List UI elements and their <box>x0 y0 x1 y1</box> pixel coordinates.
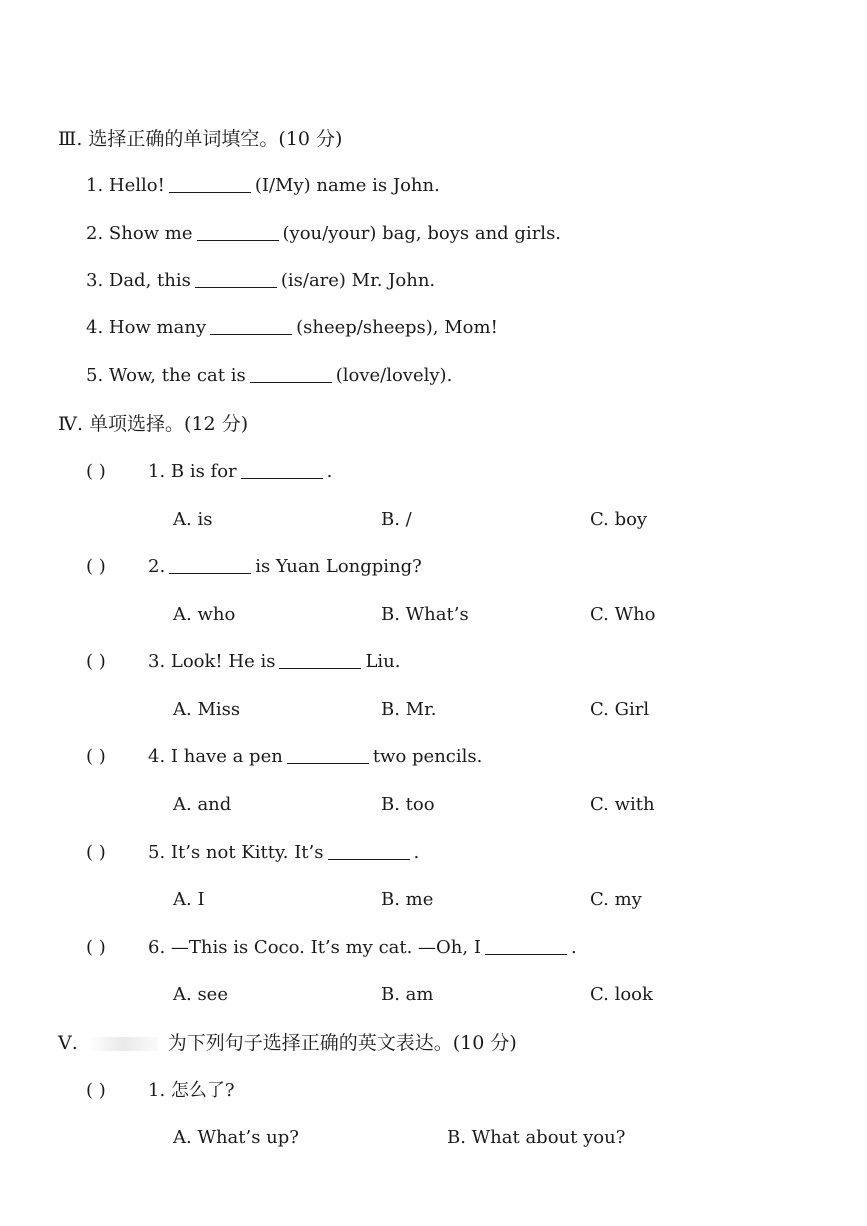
section-5-title-text: 为下列句子选择正确的英文表达。(10 分) <box>167 1032 517 1054</box>
answer-blank <box>328 841 410 860</box>
section-5-numeral: Ⅴ. <box>58 1032 78 1054</box>
option-a: A. who <box>173 604 236 625</box>
option-a: A. What’s up? <box>173 1127 299 1148</box>
option-c: C. with <box>590 794 655 815</box>
answer-blank <box>287 745 369 764</box>
answer-blank[interactable] <box>195 269 277 288</box>
option-c: C. boy <box>590 509 648 530</box>
question-5: 5. It’s not Kitty. It’s . <box>148 842 420 863</box>
section-4-title: Ⅳ. 单项选择。(12 分) <box>58 413 249 435</box>
fill-item-3: 3. Dad, this (is/are) Mr. John. <box>86 270 436 291</box>
option-c: C. look <box>590 984 653 1005</box>
question-3: 3. Look! He is Liu. <box>148 651 401 672</box>
answer-paren[interactable]: ( ) <box>86 1080 106 1101</box>
question-6: 6. —This is Coco. It’s my cat. —Oh, I . <box>148 937 577 958</box>
answer-blank[interactable] <box>250 364 332 383</box>
question-2: 2. is Yuan Longping? <box>148 556 422 577</box>
question-4: 4. I have a pen two pencils. <box>148 746 483 767</box>
answer-paren[interactable]: ( ) <box>86 461 106 482</box>
answer-paren[interactable]: ( ) <box>86 746 106 767</box>
fill-item-2: 2. Show me (you/your) bag, boys and girls. <box>86 223 562 244</box>
answer-blank <box>169 555 251 574</box>
section-5-title <box>58 1031 517 1055</box>
answer-paren[interactable]: ( ) <box>86 937 106 958</box>
option-c: C. Girl <box>590 699 650 720</box>
fill-item-1: 1. Hello! (I/My) name is John. <box>86 175 440 196</box>
option-a: A. Miss <box>173 699 241 720</box>
option-c: C. Who <box>590 604 656 625</box>
option-b: B. What about you? <box>447 1127 626 1148</box>
answer-blank[interactable] <box>210 316 292 335</box>
answer-blank <box>279 650 361 669</box>
option-a: A. and <box>173 794 232 815</box>
option-b: B. What’s <box>381 604 469 625</box>
fill-item-5: 5. Wow, the cat is (love/lovely). <box>86 365 453 386</box>
option-a: A. I <box>173 889 205 910</box>
section-3-title: Ⅲ. 选择正确的单词填空。(10 分) <box>58 128 343 150</box>
answer-blank[interactable] <box>169 174 251 193</box>
option-c: C. my <box>590 889 642 910</box>
scan-smudge <box>88 1037 158 1051</box>
option-a: A. see <box>173 984 228 1005</box>
question-1: 1. B is for . <box>148 461 333 482</box>
answer-blank[interactable] <box>197 222 279 241</box>
answer-paren[interactable]: ( ) <box>86 651 106 672</box>
answer-paren[interactable]: ( ) <box>86 842 106 863</box>
answer-paren[interactable]: ( ) <box>86 556 106 577</box>
fill-item-4: 4. How many (sheep/sheeps), Mom! <box>86 317 498 338</box>
option-b: B. Mr. <box>381 699 437 720</box>
option-b: B. too <box>381 794 435 815</box>
answer-blank <box>241 460 323 479</box>
question-v-1: 1. 怎么了? <box>148 1080 235 1101</box>
option-b: B. / <box>381 509 412 530</box>
answer-blank <box>485 936 567 955</box>
option-b: B. me <box>381 889 434 910</box>
option-b: B. am <box>381 984 434 1005</box>
option-a: A. is <box>173 509 213 530</box>
